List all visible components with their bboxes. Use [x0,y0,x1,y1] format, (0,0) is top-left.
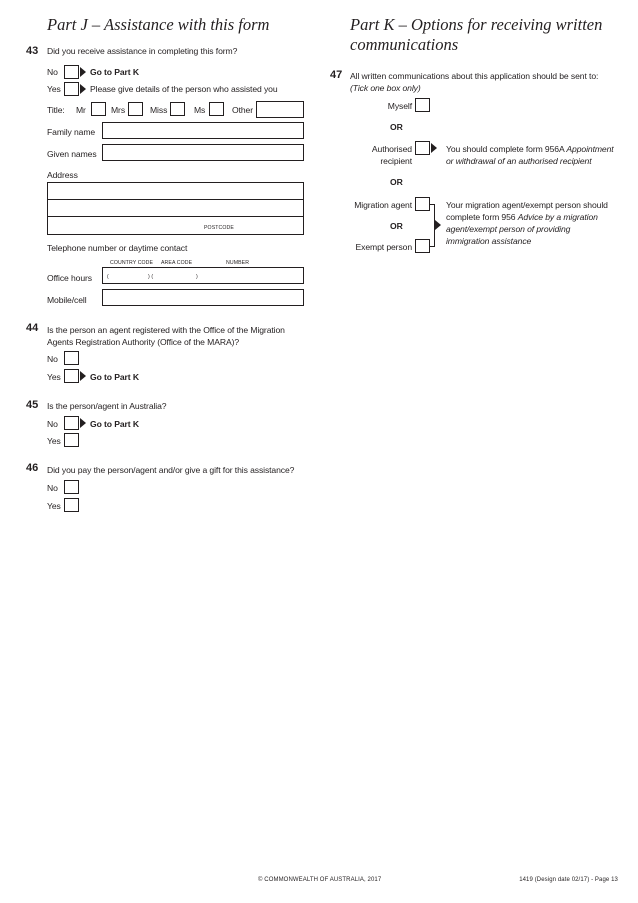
office-hours-label: Office hours [47,273,92,283]
question-47-note: (Tick one box only) [350,83,421,93]
q45-no-instruction: Go to Part K [90,419,139,429]
title-label: Title: [47,105,65,115]
title-option-ms: Ms [194,105,206,115]
authorised-note-line1: You should complete form 956A Appointment [446,144,614,154]
office-hours-paren-1: ( [107,274,109,280]
q43-no-arrow-icon [80,67,86,77]
q46-yes-label: Yes [47,501,61,511]
question-45-number: 45 [26,399,39,411]
or-separator-2: OR [390,177,403,187]
q46-no-checkbox[interactable] [64,480,79,494]
q45-no-arrow-icon [80,418,86,428]
q43-yes-label: Yes [47,84,61,94]
q43-no-label: No [47,67,58,77]
q46-no-label: No [47,483,58,493]
agent-note-line2: complete form 956 Advice by a migration [446,212,598,222]
family-name-label: Family name [47,127,96,137]
part-j-title: Part J – Assistance with this form [47,15,270,34]
myself-checkbox[interactable] [415,98,430,112]
q44-yes-instruction: Go to Part K [90,372,139,382]
q43-yes-checkbox[interactable] [64,82,79,96]
q45-no-label: No [47,419,58,429]
q45-yes-label: Yes [47,436,61,446]
question-47-text: All written communications about this application should be sent to: [350,71,599,81]
authorised-label-line1: Authorised [371,144,412,154]
office-hours-paren-3: ) [196,274,198,280]
title-option-miss: Miss [150,105,168,115]
footer-copyright: © COMMONWEALTH OF AUSTRALIA, 2017 [258,877,382,883]
mobile-label: Mobile/cell [47,295,87,305]
mobile-field[interactable] [102,289,304,306]
number-label: NUMBER [226,260,250,266]
title-option-other: Other [232,105,253,115]
agent-arrow-icon [435,220,441,230]
q44-yes-checkbox[interactable] [64,369,79,383]
title-other-field[interactable] [256,101,304,118]
question-43-number: 43 [26,45,39,57]
authorised-arrow-icon [431,143,437,153]
q44-yes-arrow-icon [80,371,86,381]
address-divider-1 [47,199,304,200]
question-44-text-line1: Is the person an agent registered with the Office of the Migration [47,325,285,335]
family-name-field[interactable] [102,122,304,139]
authorised-note-line2: or withdrawal of an authorised recipient [446,156,592,166]
question-45-text: Is the person/agent in Australia? [47,401,167,411]
telephone-label: Telephone number or daytime contact [47,243,188,253]
q43-yes-arrow-icon [80,84,86,94]
agent-note-line4: immigration assistance [446,236,532,246]
q43-yes-instruction: Please give details of the person who assisted you [90,84,278,94]
q44-yes-label: Yes [47,372,61,382]
authorised-recipient-checkbox[interactable] [415,141,430,155]
given-names-field[interactable] [102,144,304,161]
agent-note-line1: Your migration agent/exempt person should [446,200,608,210]
exempt-person-label: Exempt person [355,242,412,252]
q45-yes-checkbox[interactable] [64,433,79,447]
title-mr-checkbox[interactable] [91,102,106,116]
q45-no-checkbox[interactable] [64,416,79,430]
footer-page-info: 1419 (Design date 02/17) - Page 13 [519,877,618,883]
q44-no-label: No [47,354,58,364]
title-option-mr: Mr [76,105,86,115]
question-44-text-line2: Agents Registration Authority (Office of the MARA)? [47,337,240,347]
office-hours-paren-2: ) ( [148,274,154,280]
q43-no-checkbox[interactable] [64,65,79,79]
given-names-label: Given names [47,149,97,159]
title-mrs-checkbox[interactable] [128,102,143,116]
question-44-number: 44 [26,322,39,334]
question-43-text: Did you receive assistance in completing this form? [47,46,238,56]
office-hours-field[interactable] [102,267,304,284]
address-divider-2 [47,216,304,217]
title-option-mrs: Mrs [111,105,126,115]
exempt-person-checkbox[interactable] [415,239,430,253]
q44-no-checkbox[interactable] [64,351,79,365]
or-separator-3: OR [390,221,403,231]
address-label: Address [47,170,78,180]
question-46-text: Did you pay the person/agent and/or give a gift for this assistance? [47,465,295,475]
country-code-label: COUNTRY CODE [110,260,154,266]
postcode-label: POSTCODE [204,225,234,231]
authorised-label-line2: recipient [380,156,412,166]
agent-note-line3: agent/exempt person of providing [446,224,571,234]
question-46-number: 46 [26,462,39,474]
part-k-title-line1: Part K – Options for receiving written [350,15,603,34]
migration-agent-label: Migration agent [354,200,412,210]
part-k-title-line2: communications [350,35,459,54]
migration-agent-checkbox[interactable] [415,197,430,211]
area-code-label: AREA CODE [161,260,193,266]
q43-no-instruction: Go to Part K [90,67,139,77]
address-field[interactable] [47,182,304,235]
title-miss-checkbox[interactable] [170,102,185,116]
or-separator-1: OR [390,122,403,132]
title-ms-checkbox[interactable] [209,102,224,116]
question-47-number: 47 [330,69,343,81]
myself-label: Myself [387,101,412,111]
q46-yes-checkbox[interactable] [64,498,79,512]
